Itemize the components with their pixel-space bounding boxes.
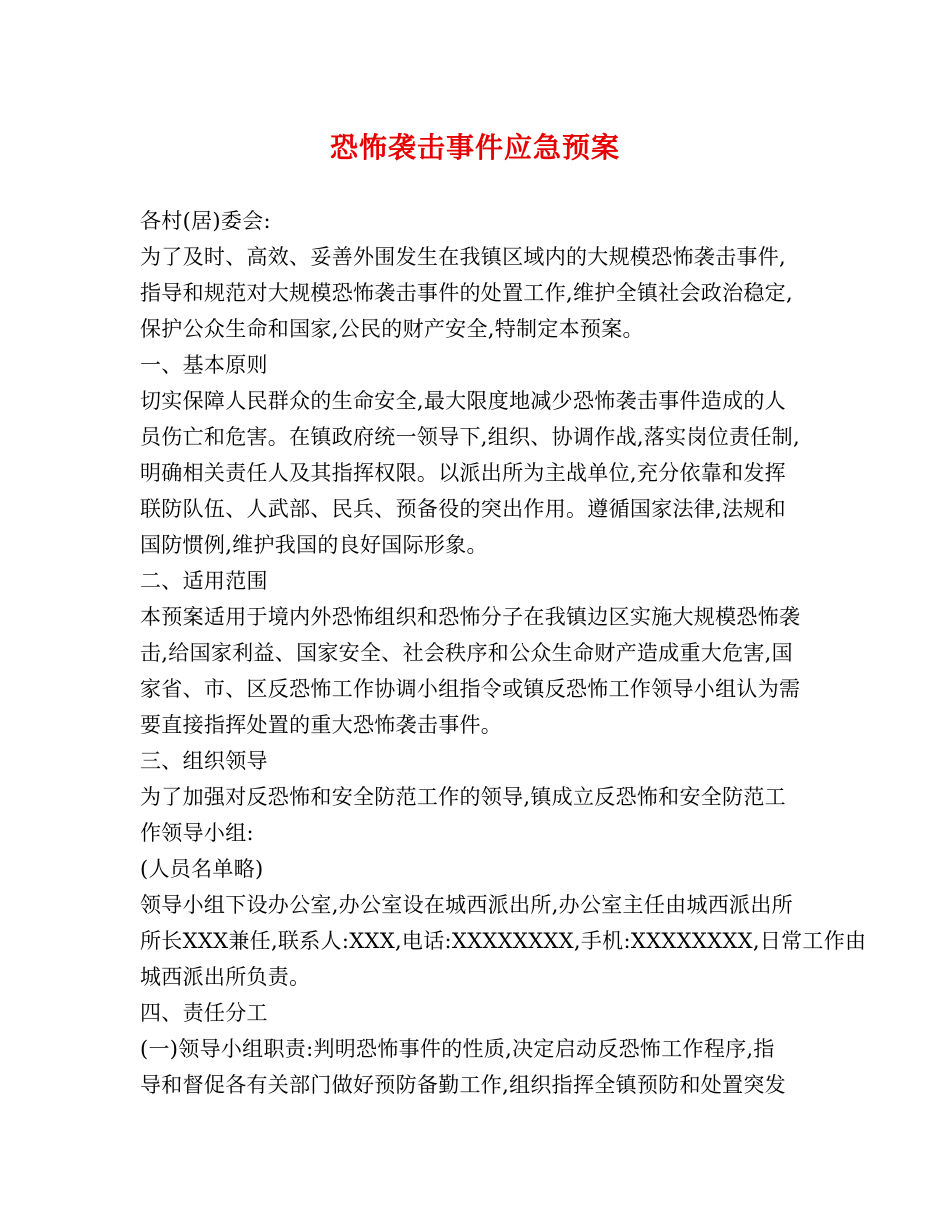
text-line: 为了及时、高效、妥善外围发生在我镇区域内的大规模恐怖袭击事件, bbox=[140, 245, 786, 269]
document-body bbox=[140, 203, 867, 1103]
text-line: 导和督促各有关部门做好预防备勤工作,组织指挥全镇预防和处置突发 bbox=[140, 1073, 786, 1097]
text-line: 要直接指挥处置的重大恐怖袭击事件。 bbox=[140, 713, 503, 737]
section-heading: 四、责任分工 bbox=[140, 1001, 268, 1025]
text-line: 领导小组下设办公室,办公室设在城西派出所,办公室主任由城西派出所 bbox=[140, 893, 793, 917]
text-line: (一)领导小组职责:判明恐怖事件的性质,决定启动反恐怖工作程序,指 bbox=[140, 1037, 775, 1061]
text-line: 为了加强对反恐怖和安全防范工作的领导,镇成立反恐怖和安全防范工 bbox=[140, 785, 786, 809]
text-line: 国防惯例,维护我国的良好国际形象。 bbox=[140, 533, 488, 557]
text-line: 家省、市、区反恐怖工作协调小组指令或镇反恐怖工作领导小组认为需 bbox=[140, 677, 801, 701]
text-line: 切实保障人民群众的生命安全,最大限度地减少恐怖袭击事件造成的人 bbox=[140, 389, 786, 413]
text-line: 城西派出所负责。 bbox=[140, 965, 311, 989]
text-line: 本预案适用于境内外恐怖组织和恐怖分子在我镇边区实施大规模恐怖袭 bbox=[140, 605, 801, 629]
document-title: 恐怖袭击事件应急预案 bbox=[329, 131, 620, 164]
text-line: 指导和规范对大规模恐怖袭击事件的处置工作,维护全镇社会政治稳定, bbox=[140, 281, 793, 305]
section-heading: 一、基本原则 bbox=[140, 353, 268, 377]
section-heading: 二、适用范围 bbox=[140, 569, 268, 593]
text-line: 击,给国家利益、国家安全、社会秩序和公众生命财产造成重大危害,国 bbox=[140, 641, 793, 665]
text-line: 联防队伍、人武部、民兵、预备役的突出作用。遵循国家法律,法规和 bbox=[140, 497, 786, 521]
text-line: 各村(居)委会: bbox=[140, 209, 271, 233]
text-line: 明确相关责任人及其指挥权限。以派出所为主战单位,充分依靠和发挥 bbox=[140, 461, 786, 485]
text-line: 作领导小组: bbox=[140, 821, 254, 845]
text-line: 员伤亡和危害。在镇政府统一领导下,组织、协调作战,落实岗位责任制, bbox=[140, 425, 800, 449]
text-line: (人员名单略) bbox=[140, 857, 264, 881]
text-line: 所长XXX兼任,联系人:XXX,电话:XXXXXXXX,手机:XXXXXXXX,日常工作由 bbox=[140, 929, 867, 953]
text-line: 保护公众生命和国家,公民的财产安全,特制定本预案。 bbox=[140, 317, 644, 341]
section-heading: 三、组织领导 bbox=[140, 749, 268, 773]
